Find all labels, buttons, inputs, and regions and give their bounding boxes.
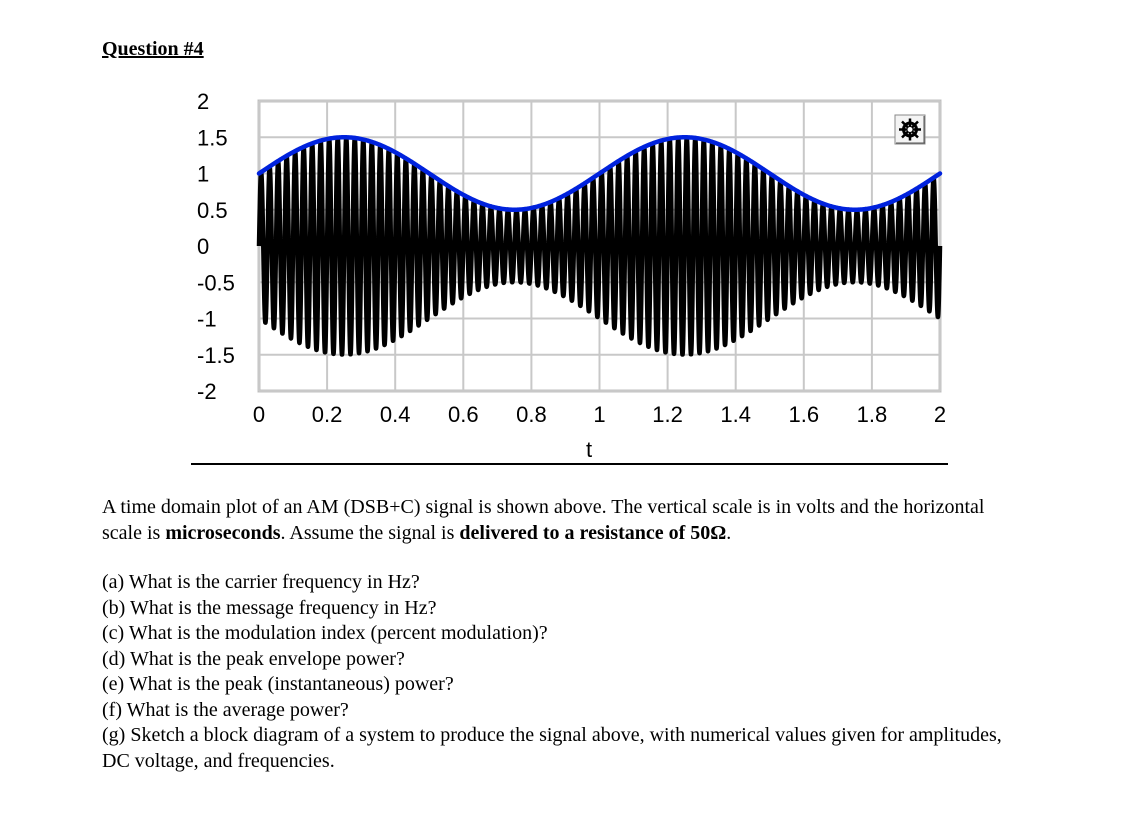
x-tick-label: 0.6 (448, 402, 479, 427)
question-item: (e) What is the peak (instantaneous) power? (102, 673, 454, 695)
x-tick-label: 1.2 (652, 402, 683, 427)
question-list (102, 570, 1022, 774)
gear-icon (899, 119, 921, 141)
question-item: (d) What is the peak envelope power? (102, 647, 405, 670)
y-tick-label: 1 (197, 161, 210, 187)
y-tick-label: 0.5 (197, 197, 228, 223)
x-tick-label: 1.6 (788, 402, 820, 427)
x-axis-label: t (585, 437, 593, 462)
question-item: (a) What is the carrier frequency in Hz? (102, 571, 420, 593)
description-bold-1: microseconds (165, 522, 281, 544)
y-tick-labels (197, 89, 235, 404)
problem-description (102, 494, 1022, 546)
x-tick-label: 0.8 (516, 402, 547, 427)
y-tick-label: 2 (197, 89, 210, 114)
y-tick-label: -1.5 (197, 342, 235, 368)
x-tick-label: 0.4 (379, 402, 411, 427)
y-tick-label: 0 (197, 234, 210, 259)
x-tick-label: 0.2 (311, 402, 343, 427)
description-bold-2: delivered to a resistance of 50Ω (459, 522, 727, 544)
question-item: (f) What is the average power? (102, 698, 349, 721)
question-item: (b) What is the message frequency in Hz? (102, 596, 437, 619)
y-tick-label: 1.5 (197, 125, 228, 151)
x-tick-label: 1 (593, 402, 606, 427)
question-item: (g) Sketch a block diagram of a system to produce the signal above, with numerical values given for amplitudes, DC voltage, and frequencies. (102, 724, 1002, 772)
y-tick-label: -2 (197, 379, 217, 404)
description-text-1: A time domain plot of an AM (DSB+C) signal is shown above. The vertical scale is in volts and the horizontal scale is (102, 496, 985, 544)
y-tick-label: -0.5 (197, 270, 235, 296)
question-item: (c) What is the modulation index (percent modulation)? (102, 622, 548, 644)
x-tick-label: 1.4 (720, 402, 751, 427)
x-tick-label: 2 (933, 402, 947, 427)
description-text-3: . (726, 522, 732, 544)
separator-line (191, 463, 948, 465)
y-tick-label: -1 (197, 306, 217, 332)
gear-icon-button[interactable] (895, 115, 925, 144)
x-tick-label: 1.8 (856, 402, 888, 427)
x-tick-labels (253, 402, 946, 427)
description-text-2: . Assume the signal is (280, 522, 460, 544)
x-tick-label: 0 (252, 402, 266, 427)
question-title: Question #4 (102, 38, 204, 60)
